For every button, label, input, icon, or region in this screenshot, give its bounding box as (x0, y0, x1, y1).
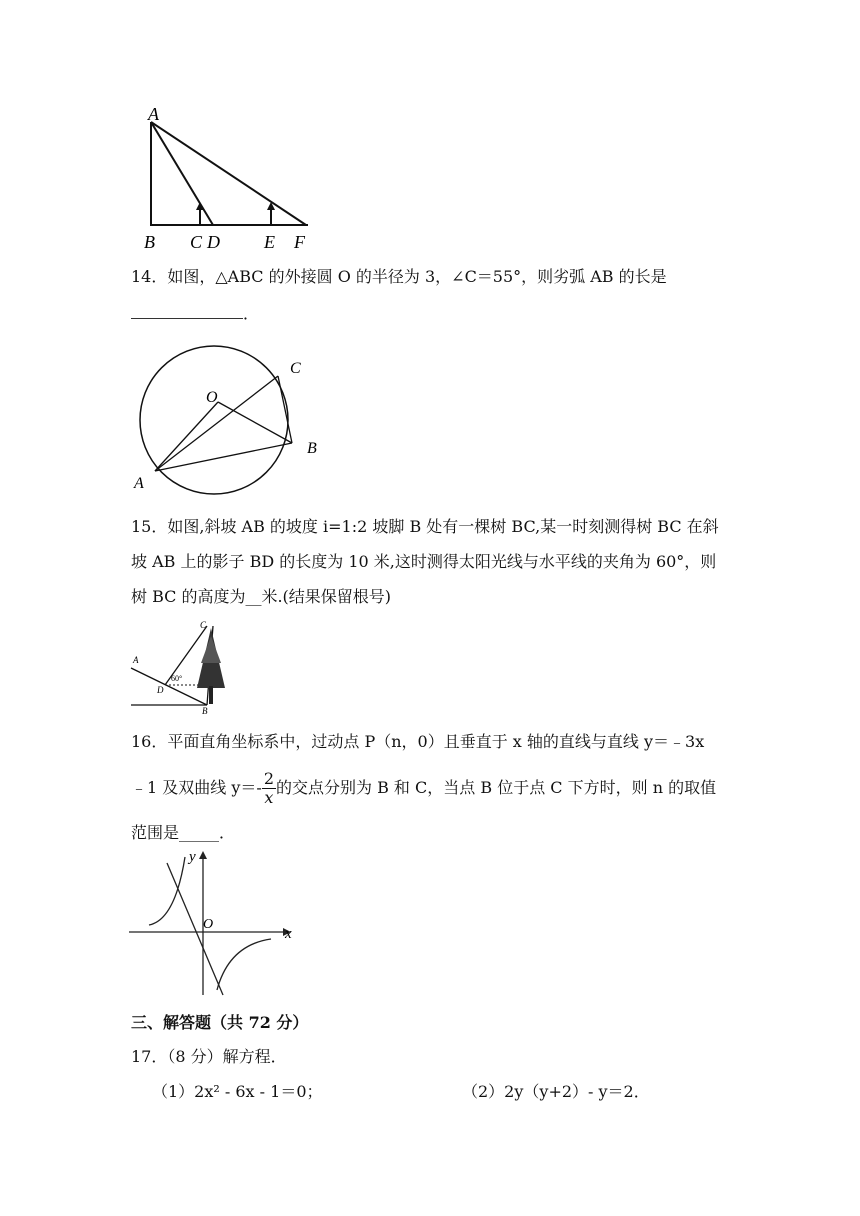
q16-line2 (131, 768, 716, 808)
fig14-label-a: A (134, 475, 144, 492)
q16-line2a: ﹣1 及双曲线 y＝- (131, 778, 262, 797)
fig15-label-b: B (202, 706, 208, 716)
fig16-label-x: x (285, 926, 292, 942)
q14-question (131, 266, 667, 288)
q17-part1: （1）2x² - 6x - 1＝0； (152, 1082, 323, 1101)
fig14-label-b: B (307, 440, 317, 457)
fig15-label-c: C (200, 620, 207, 630)
section-heading: 三、解答题（共 72 分） (131, 1013, 309, 1032)
q16-frac-num: 2 (263, 769, 274, 788)
q14-answer-line (131, 302, 259, 325)
q15-figure (125, 618, 255, 718)
fig13-label-f: F (294, 232, 305, 252)
q16-line1: 16．平面直角坐标系中，过动点 P（n，0）且垂直于 x 轴的直线与直线 y＝﹣3x (131, 732, 705, 751)
q16-frac-den: x (264, 788, 274, 807)
tree-icon (197, 628, 225, 704)
fig16-label-y: y (189, 849, 196, 865)
q16-line3: 范围是_____． (131, 823, 236, 842)
fig13-label-b: B (144, 232, 155, 252)
fig16-label-o: O (203, 917, 214, 932)
q16-figure (125, 845, 305, 1000)
fig13-label-d: D (207, 232, 220, 252)
fig15-label-a: A (133, 655, 139, 665)
q16-line2b: 的交点分别为 B 和 C，当点 B 位于点 C 下方时，则 n 的取值 (276, 778, 717, 797)
q14-end: ． (243, 304, 260, 323)
q17-stem: 17．（8 分）解方程． (131, 1047, 287, 1066)
fig13-label-a: A (148, 104, 159, 124)
q17-part2: （2）2y（y+2）- y＝2． (462, 1082, 650, 1101)
fig14-label-o: O (206, 389, 218, 406)
q16-fraction (262, 770, 276, 807)
fig13-label-e: E (264, 232, 275, 252)
q14-figure (120, 340, 340, 500)
q14-text: 14．如图，△ABC 的外接圆 O 的半径为 3，∠C＝55°，则劣弧 AB 的长是 (131, 267, 667, 286)
fig14-label-c: C (290, 360, 301, 377)
fig15-angle: 60° (171, 674, 183, 683)
q15-line3: 树 BC 的高度为__米.(结果保留根号) (131, 587, 392, 606)
q15-line1: 15．如图,斜坡 AB 的坡度 i=1:2 坡脚 B 处有一棵树 BC,某一时刻测得树 BC 在斜 (131, 517, 719, 536)
fig15-label-d: D (157, 685, 164, 695)
fig13-label-c: C (190, 232, 203, 252)
q14-blank (131, 302, 243, 319)
q15-line2: 坡 AB 上的影子 BD 的长度为 10 米,这时测得太阳光线与水平线的夹角为 60°，则 (131, 552, 717, 571)
q13-figure (130, 100, 330, 255)
